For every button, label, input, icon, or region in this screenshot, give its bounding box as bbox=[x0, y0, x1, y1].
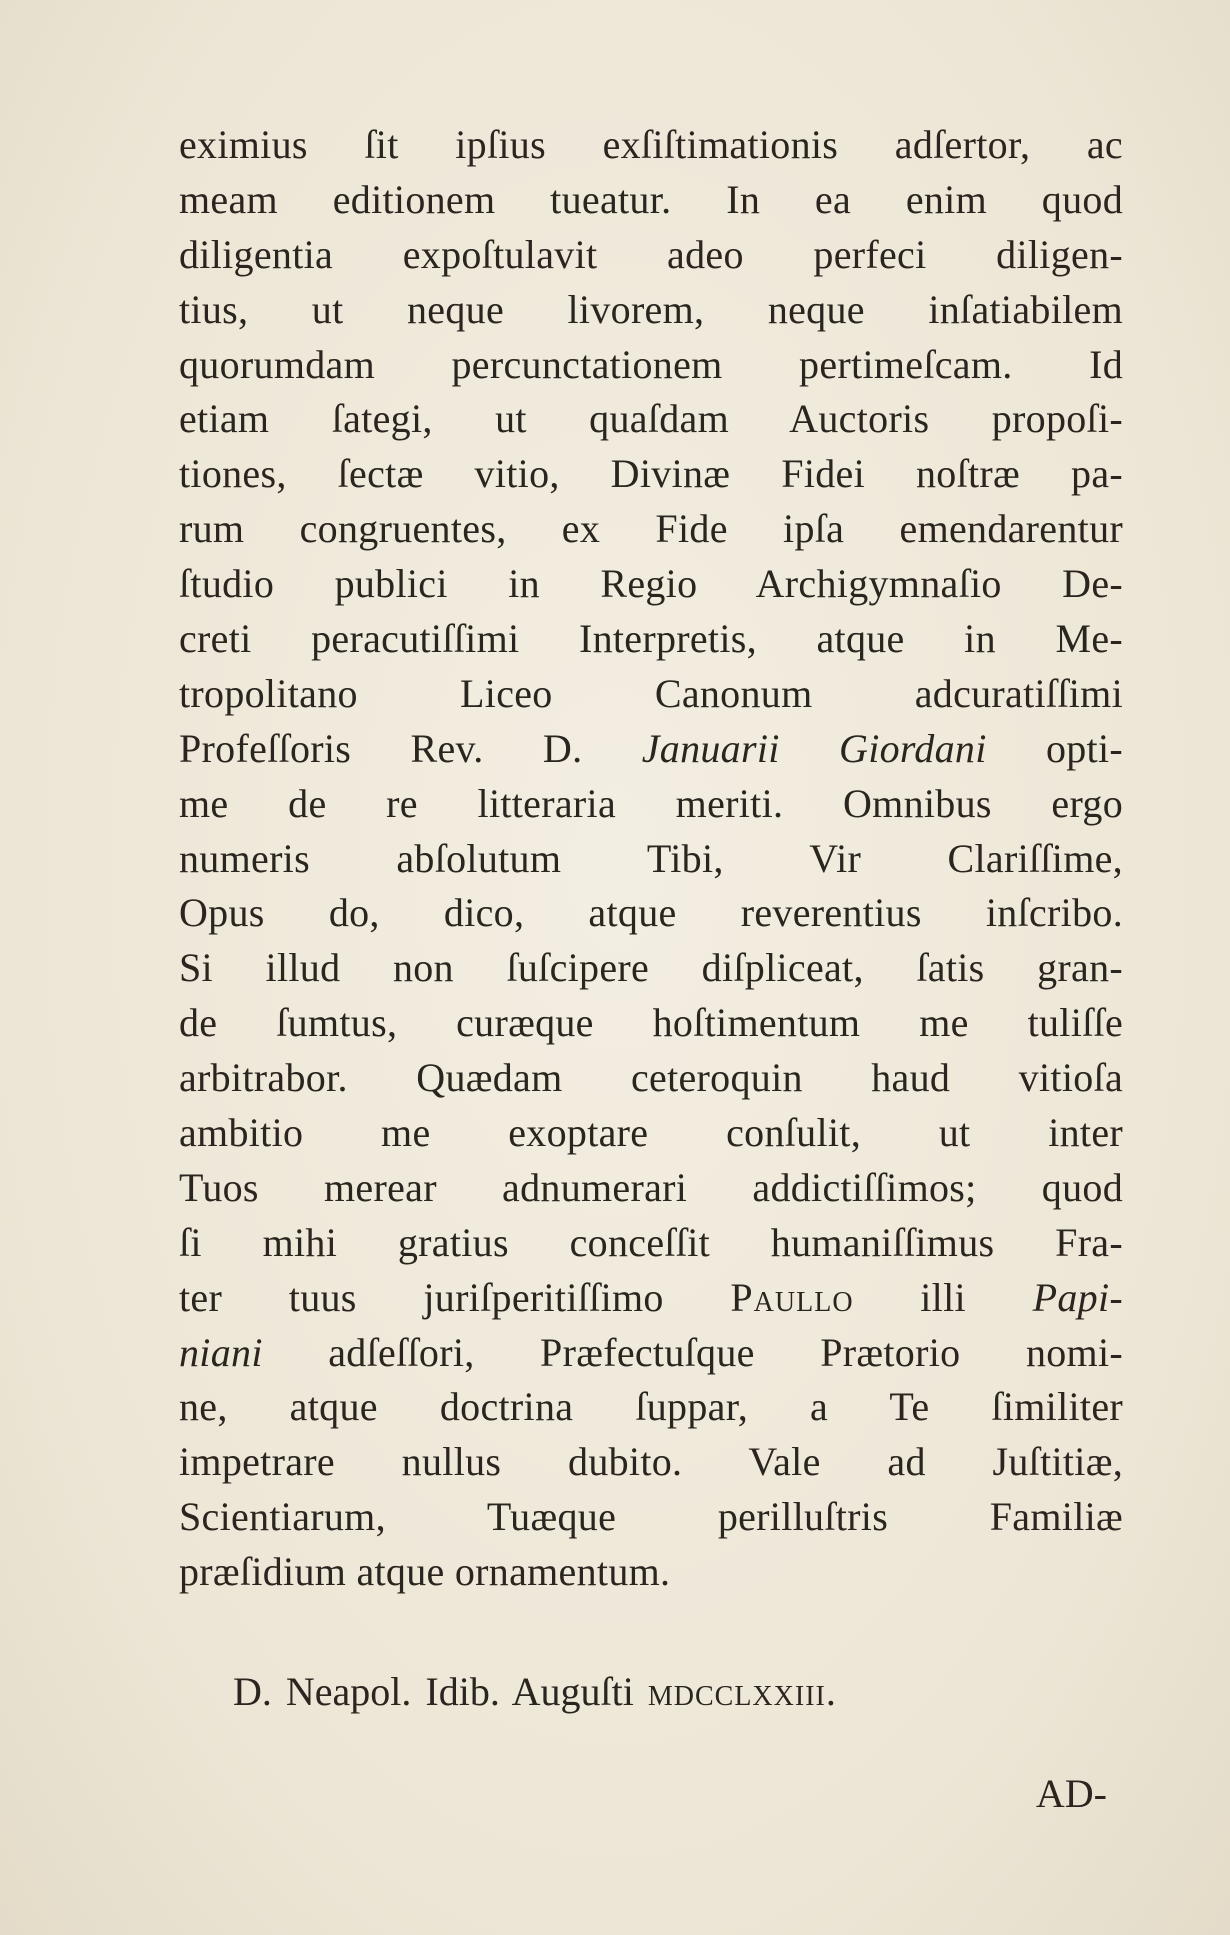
text-line bbox=[179, 1380, 1123, 1435]
text-segment: etiam ſategi, ut quaſdam Auctoris propoſi- bbox=[179, 396, 1123, 442]
text-segment: de ſumtus, curæque hoſtimentum me tuliſſe bbox=[179, 1000, 1123, 1046]
text-segment: ſtudio publici in Regio Archigymnaſio De- bbox=[179, 561, 1123, 607]
text-line bbox=[179, 777, 1123, 832]
text-line bbox=[179, 1545, 1123, 1600]
text-line bbox=[179, 1271, 1123, 1326]
text-segment: adſeſſori, Præfectuſque Prætorio nomi- bbox=[262, 1329, 1123, 1375]
text-segment: Profeſſoris Rev. D. bbox=[179, 725, 642, 771]
text-segment: ſi mihi gratius conceſſit humaniſſimus Fra- bbox=[179, 1219, 1123, 1265]
text-line bbox=[179, 886, 1123, 941]
text-line bbox=[179, 996, 1123, 1051]
text-line bbox=[179, 667, 1123, 722]
text-segment: præſidium atque ornamentum. bbox=[179, 1549, 671, 1595]
dedication-body-text bbox=[179, 118, 1123, 1600]
text-segment: Opus do, dico, atque reverentius inſcribo. bbox=[179, 890, 1123, 936]
text-line bbox=[179, 338, 1123, 393]
text-segment: ter tuus juriſperitiſſimo bbox=[179, 1274, 731, 1320]
text-segment: arbitrabor. Quædam ceteroquin haud vitioſa bbox=[179, 1055, 1123, 1101]
text-line bbox=[179, 118, 1123, 173]
text-line bbox=[179, 502, 1123, 557]
text-segment: diligentia expoſtulavit adeo perfeci diligen- bbox=[179, 231, 1123, 277]
small-caps-name-text: Paullo bbox=[730, 1274, 854, 1320]
text-segment: rum congruentes, ex Fide ipſa emendarentur bbox=[179, 506, 1123, 552]
text-line bbox=[179, 1106, 1123, 1161]
text-line bbox=[179, 173, 1123, 228]
text-segment: tropolitano Liceo Canonum adcuratiſſimi bbox=[179, 670, 1123, 716]
text-line bbox=[179, 612, 1123, 667]
text-segment: illi bbox=[853, 1274, 1033, 1320]
text-line bbox=[179, 392, 1123, 447]
text-line bbox=[179, 832, 1123, 887]
text-segment: me de re litteraria meriti. Omnibus ergo bbox=[179, 780, 1123, 826]
text-line bbox=[179, 447, 1123, 502]
italic-name-text: Januarii Giordani bbox=[641, 725, 987, 771]
text-segment: Scientiarum, Tuæque perilluſtris Familiæ bbox=[179, 1494, 1123, 1540]
text-segment: tius, ut neque livorem, neque inſatiabilem bbox=[179, 286, 1123, 332]
text-line bbox=[179, 722, 1123, 777]
text-segment: Tuos merear adnumerari addictiſſimos; quod bbox=[179, 1164, 1123, 1210]
text-segment: tiones, ſectæ vitio, Divinæ Fidei noſtræ pa- bbox=[179, 451, 1123, 497]
text-line bbox=[179, 941, 1123, 996]
italic-name-text: Papi- bbox=[1032, 1274, 1123, 1320]
text-segment: ambitio me exoptare conſulit, ut inter bbox=[179, 1110, 1123, 1156]
date-line bbox=[233, 1668, 837, 1715]
text-line bbox=[179, 283, 1123, 338]
text-segment: eximius ſit ipſius exſiſtimationis adſertor, ac bbox=[179, 122, 1123, 167]
text-segment: ne, atque doctrina ſuppar, a Te ſimiliter bbox=[179, 1384, 1123, 1430]
text-segment: Si illud non ſuſcipere diſpliceat, ſatis gran- bbox=[179, 945, 1123, 991]
text-line bbox=[179, 1435, 1123, 1490]
text-line bbox=[179, 228, 1123, 283]
text-segment: meam editionem tueatur. In ea enim quod bbox=[179, 176, 1123, 222]
italic-name-text: niani bbox=[179, 1329, 263, 1375]
text-line bbox=[179, 1216, 1123, 1271]
text-segment: impetrare nullus dubito. Vale ad Juſtitiæ, bbox=[179, 1439, 1123, 1485]
text-line bbox=[179, 1161, 1123, 1216]
text-segment: quorumdam percunctationem pertimeſcam. Id bbox=[179, 341, 1123, 387]
text-line bbox=[179, 557, 1123, 612]
catchword: AD- bbox=[1035, 1771, 1107, 1816]
text-segment: numeris abſolutum Tibi, Vir Clariſſime, bbox=[179, 835, 1123, 881]
text-line bbox=[179, 1326, 1123, 1381]
text-segment: creti peracutiſſimi Interpretis, atque in Me- bbox=[179, 616, 1123, 662]
text-line bbox=[179, 1051, 1123, 1106]
date-year-text: mdcclxxiii. bbox=[647, 1669, 837, 1714]
text-segment: opti- bbox=[986, 725, 1123, 771]
date-place-text: D. Neapol. Idib. Auguſti bbox=[233, 1669, 634, 1714]
text-line bbox=[179, 1490, 1123, 1545]
